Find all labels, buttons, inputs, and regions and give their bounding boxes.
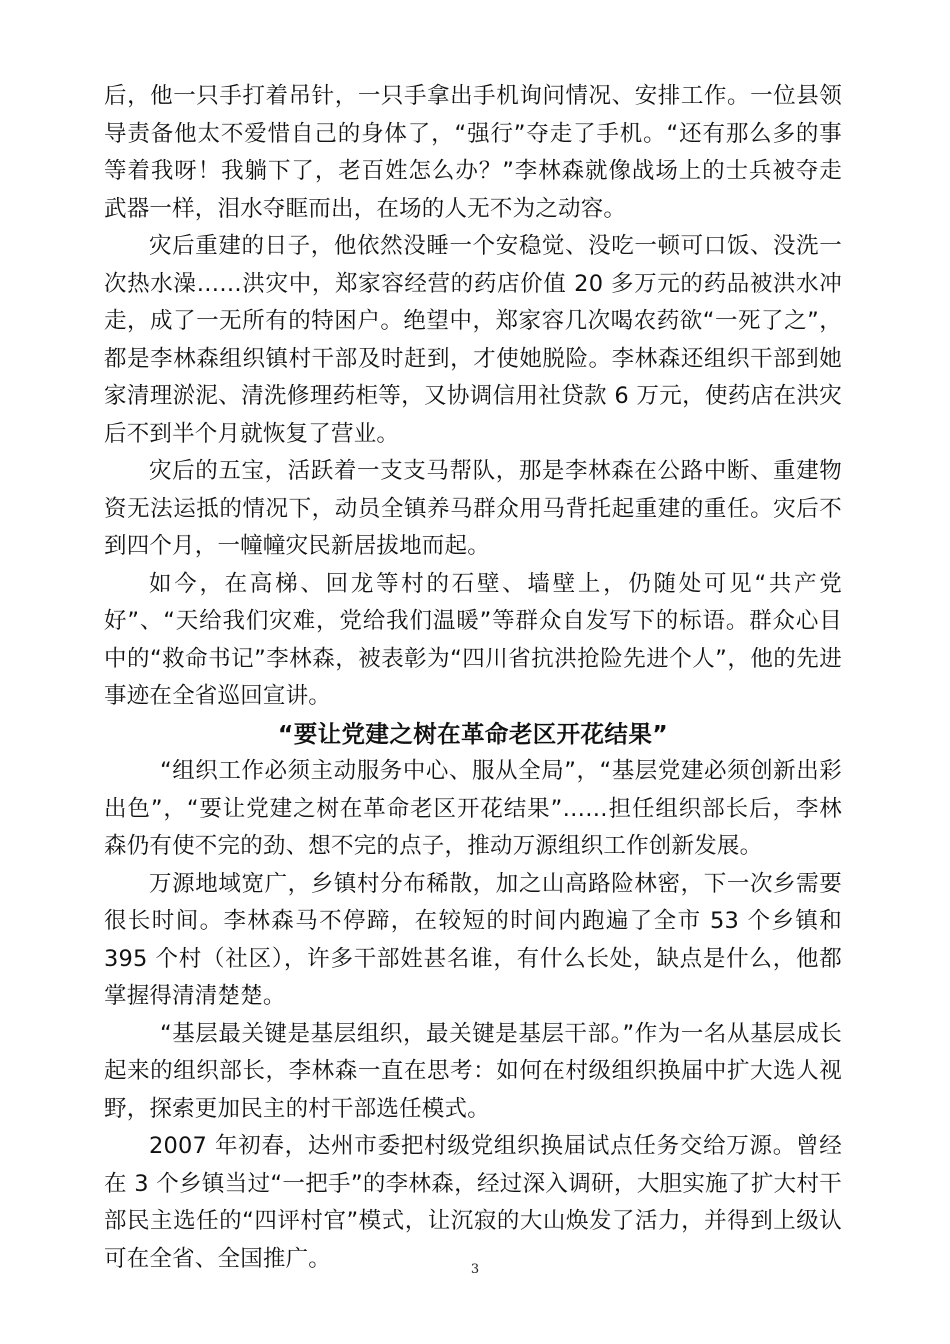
- paragraph-3: 灾后的五宝，活跃着一支支马帮队，那是李林森在公路中断、重建物资无法运抵的情况下，动员全镇养马群众用马背托起重建的重任。灾后不到四个月，一幢幢灾民新居拔地而起。: [104, 458, 842, 559]
- paragraph-1: 后，他一只手打着吊针，一只手拿出手机询问情况、安排工作。一位县领导责备他太不爱惜自己的身体了，“强行”夺走了手机。“还有那么多的事等着我呀！我躺下了，老百姓怎么办？”李林森就像战场上的士兵被夺走武器一样，泪水夺眶而出，在场的人无不为之动容。: [104, 83, 842, 222]
- section-heading: “要让党建之树在革命老区开花结果”: [277, 719, 669, 748]
- paragraph-2: 灾后重建的日子，他依然没睡一个安稳觉、没吃一顿可口饭、没洗一次热水澡……洪灾中，郑家容经营的药店价值 20 多万元的药品被洪水冲走，成了一无所有的特困户。绝望中，郑家容几次喝农药欲“一死了之”，都是李林森组织镇村干部及时赶到，才使她脱险。李林森还组织干部到她家清理淤泥、清洗修理药柜等，又协调信用社贷款 6 万元，使药店在洪灾后不到半个月就恢复了营业。: [104, 233, 842, 447]
- paragraph-6: 万源地域宽广，乡镇村分布稀散，加之山高路险林密，下一次乡需要很长时间。李林森马不停蹄，在较短的时间内跑遍了全市 53 个乡镇和 395 个村（社区），许多干部姓甚名谁，有什么长处，缺点是什么，他都掌握得清清楚楚。: [104, 870, 842, 1009]
- paragraph-7: “基层最关键是基层组织，最关键是基层干部。”作为一名从基层成长起来的组织部长，李林森一直在思考：如何在村级组织换届中扩大选人视野，探索更加民主的村干部选任模式。: [104, 1020, 842, 1122]
- paragraph-5: “组织工作必须主动服务中心、服从全局”，“基层党建必须创新出彩出色”，“要让党建之树在革命老区开花结果”……担任组织部长后，李林森仍有使不完的劲、想不完的点子，推动万源组织工作创新发展。: [104, 758, 842, 859]
- page-number: 3: [470, 1262, 480, 1277]
- document-page: [104, 78, 842, 1278]
- paragraph-4: 如今，在高梯、回龙等村的石壁、墙壁上，仍随处可见“共产党好”、“天给我们灾难，党给我们温暖”等群众自发写下的标语。群众心目中的“救命书记”李林森，被表彰为“四川省抗洪抢险先进个人”，他的先进事迹在全省巡回宣讲。: [104, 570, 842, 709]
- paragraph-8: 2007 年初春，达州市委把村级党组织换届试点任务交给万源。曾经在 3 个乡镇当过“一把手”的李林森，经过深入调研，大胆实施了扩大村干部民主选任的“四评村官”模式，让沉寂的大山焕发了活力，并得到上级认可在全省、全国推广。: [104, 1133, 842, 1272]
